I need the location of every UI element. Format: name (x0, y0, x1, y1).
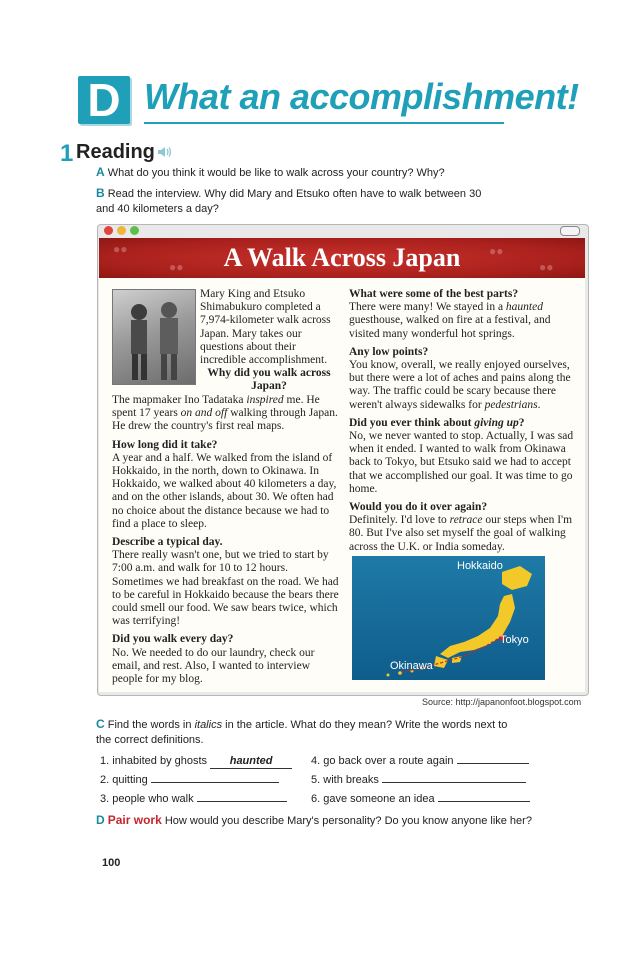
question-text: ? (518, 416, 525, 429)
item-number: 3. (100, 793, 110, 805)
item-number: 4. (311, 755, 321, 767)
instruction-d (96, 813, 532, 829)
close-dot-icon[interactable] (104, 226, 113, 235)
instruction-c-text: Find the words in (107, 719, 195, 731)
italic-word: pedestrians (484, 398, 538, 411)
japan-map-image (352, 556, 545, 680)
title-underline (144, 122, 504, 124)
answer-text: our steps when I'm 80. But I've also set myself the goal of walking across the U.K. or India someday. (349, 514, 573, 553)
answer-text: The mapmaker Ino Tadataka (112, 394, 247, 406)
article-intro (200, 288, 338, 367)
italic-word: inspired (246, 394, 284, 406)
answer-typical-day: There really wasn't one, but we tried to start by 7:00 a.m. and walk for 10 to 12 hours. Sometimes we had breakfast on the road. We had to be careful in Hokkaido because the bears there could smell our food. We saw bears twice, which was terrifying! (112, 549, 339, 628)
answer-best-parts (349, 301, 575, 341)
question-low-points: Any low points? (349, 345, 429, 358)
answer-do-again (349, 514, 575, 554)
italic-word: retrace (449, 514, 483, 527)
instruction-d-letter: D (96, 813, 105, 827)
definition-item (100, 754, 292, 769)
article-title: A Walk Across Japan (223, 243, 461, 272)
answer-every-day: No. We needed to do our laundry, check our email, and rest. Also, I wanted to interview people for my blog. (112, 646, 315, 686)
answer-blank-3[interactable] (197, 801, 287, 802)
question-do-again: Would you do it over again? (349, 501, 488, 514)
instruction-a-letter: A (96, 165, 105, 179)
instruction-c-letter: C (96, 717, 105, 731)
instruction-d-text: How would you describe Mary's personality? Do you know anyone like her? (164, 815, 532, 827)
intro-text: Mary King and Etsuko Shimabukuro completed a 7,974-kilometer walk across Japan. Mary takes our questions about their incredible accomplishment. (200, 288, 331, 367)
item-text: inhabited by ghosts (112, 755, 208, 767)
instruction-c-text-2: the correct definitions. (96, 734, 204, 746)
answer-text: me. He spent 17 years (112, 394, 320, 420)
question-best-parts: What were some of the best parts? (349, 288, 519, 300)
footprint-icon: ●● (539, 260, 554, 274)
item-text: with breaks (323, 774, 379, 786)
italic-word: giving up (474, 416, 519, 429)
answer-blank-2[interactable] (151, 782, 279, 783)
map-label-okinawa: Okinawa (390, 660, 433, 672)
audio-icon[interactable] (157, 145, 173, 159)
definition-item (311, 792, 530, 806)
page-number: 100 (102, 857, 121, 869)
maximize-dot-icon[interactable] (130, 226, 139, 235)
question-why-walk (200, 367, 338, 393)
item-number: 2. (100, 774, 110, 786)
map-label-tokyo: Tokyo (500, 634, 529, 646)
item-text: gave someone an idea (323, 793, 435, 805)
definition-item (311, 754, 529, 768)
answer-blank-1[interactable]: haunted (210, 754, 292, 769)
minimize-dot-icon[interactable] (117, 226, 126, 235)
question-giving-up (349, 417, 575, 430)
question-typical-day: Describe a typical day. (112, 536, 223, 549)
italic-word: on and off (180, 407, 228, 420)
question-every-day: Did you walk every day? (112, 633, 234, 646)
definition-item (100, 773, 279, 787)
japan-map (352, 556, 545, 680)
answer-text: guesthouse, walked on fire at a festival, and visited many wonderful hot springs. (349, 314, 551, 340)
instruction-c (96, 717, 536, 748)
item-text: quitting (112, 774, 148, 786)
section-letter-box: D (78, 76, 130, 124)
item-number: 1. (100, 755, 110, 767)
answer-how-long: A year and a half. We walked from the island of Hokkaido, in the north, down to Okinawa. In Hokkaido, we walked about 40 kilometers a day, and on the other islands, about 30. We often had no choice about the distance because we had to find a place to sleep. (112, 451, 337, 530)
pair-work-label: Pair work (107, 813, 162, 827)
instruction-c-italic: italics (194, 719, 223, 731)
item-number: 6. (311, 793, 321, 805)
question-text: Why did you walk across Japan? (207, 367, 331, 393)
question-how-long: How long did it take? (112, 438, 218, 451)
item-text: people who walk (112, 793, 194, 805)
page-title: What an accomplishment! (144, 76, 579, 117)
walkers-photo (112, 289, 196, 385)
answer-text: . (537, 398, 541, 411)
item-number: 5. (311, 774, 321, 786)
question-text: Did you ever think about (349, 416, 475, 429)
instruction-a (96, 165, 445, 181)
answer-text: Definitely. I'd love to (349, 514, 450, 527)
footprint-icon: ●● (113, 242, 128, 256)
instruction-c-text: in the article. What do they mean? Write the words next to (222, 719, 508, 731)
footprint-icon: ●● (169, 260, 184, 274)
answer-blank-6[interactable] (438, 801, 530, 802)
window-controls (104, 226, 139, 236)
source-credit: Source: http://japanonfoot.blogspot.com (422, 697, 582, 707)
window-resize-button[interactable] (560, 226, 580, 236)
map-label-hokkaido: Hokkaido (457, 560, 503, 572)
definition-item (311, 773, 526, 787)
instruction-b-text-2: and 40 kilometers a day? (96, 203, 219, 215)
instruction-a-text: What do you think it would be like to walk across your country? Why? (107, 167, 445, 179)
section-number: 1 (60, 140, 74, 167)
answer-blank-5[interactable] (382, 782, 526, 783)
answer-text: There were many! We stayed in a (349, 301, 506, 314)
answer-low-points (349, 359, 575, 412)
answer-text: walking through Japan. He drew the country's first real maps. (112, 407, 338, 433)
instruction-b-letter: B (96, 186, 105, 200)
italic-word: haunted (505, 301, 543, 314)
answer-blank-4[interactable] (457, 763, 529, 764)
definition-item (100, 792, 287, 806)
footprint-icon: ●● (489, 244, 504, 258)
answer-giving-up: No, we never wanted to stop. Actually, I was sad when it ended. I wanted to walk from Okinawa back to Tokyo, but Etsuko said we had to accept that we accomplished our goal. It was time to go home. (349, 430, 574, 495)
section-heading: Reading (76, 141, 155, 163)
article-right-column (349, 288, 575, 554)
answer-text: You know, overall, we really enjoyed ourselves, but there were a lot of aches and pains along the way. The traffic could be scary because there weren't always sidewalks for (349, 359, 571, 411)
walkers-photo-image (113, 290, 195, 384)
instruction-b (96, 186, 516, 217)
answer-why-walk (112, 394, 340, 434)
instruction-b-text-1: Read the interview. Why did Mary and Etsuko often have to walk between 30 (107, 188, 482, 200)
item-text: go back over a route again (323, 755, 454, 767)
article-left-column (112, 394, 340, 686)
